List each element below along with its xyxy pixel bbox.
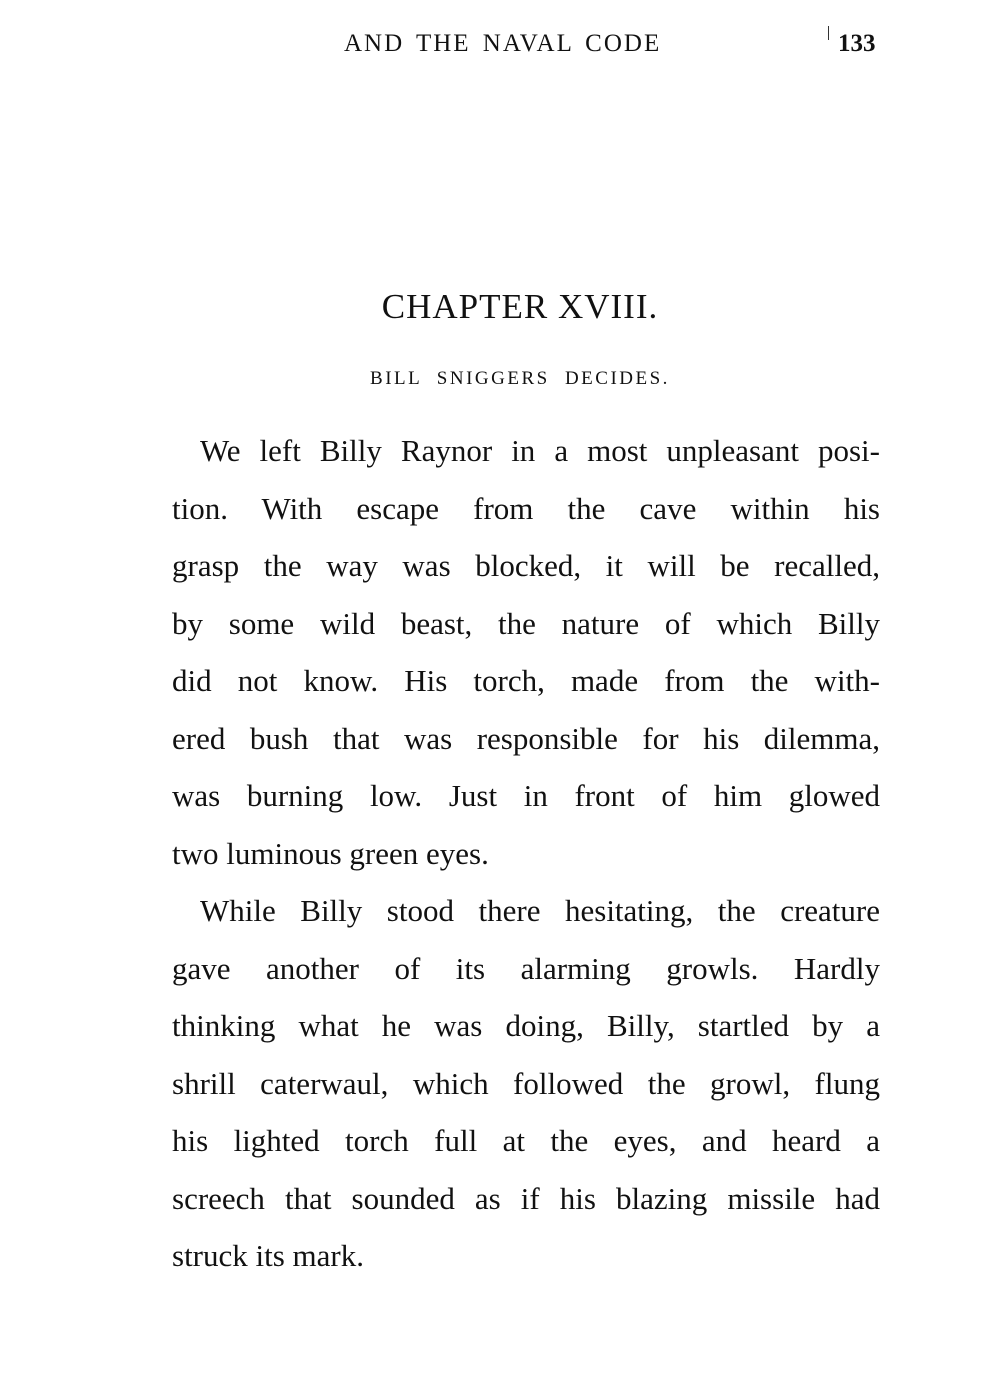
body-text — [172, 422, 880, 1285]
text-line: thinking what he was doing, Billy, startled by a — [172, 1008, 880, 1043]
stray-mark — [828, 26, 829, 40]
chapter-subtitle: BILL SNIGGERS DECIDES. — [370, 368, 670, 389]
text-line: struck its mark. — [172, 1238, 364, 1273]
text-line: was burning low. Just in front of him glowed — [172, 778, 880, 813]
chapter-title: CHAPTER XVIII. — [381, 287, 659, 326]
text-line: his lighted torch full at the eyes, and heard a — [172, 1123, 880, 1158]
text-line: screech that sounded as if his blazing missile had — [172, 1180, 880, 1216]
text-line: did not know. His torch, made from the with- — [172, 663, 880, 698]
page-number: 133 — [838, 30, 876, 57]
text-line: by some wild beast, the nature of which Billy — [172, 605, 880, 641]
text-line: two luminous green eyes. — [172, 835, 489, 871]
running-head: AND THE NAVAL CODE — [344, 30, 662, 57]
paragraph-2 — [172, 882, 880, 1285]
text-line: gave another of its alarming growls. Hardly — [172, 950, 880, 986]
text-line: tion. With escape from the cave within his — [172, 490, 880, 526]
paragraph-1 — [172, 422, 880, 882]
text-line: shrill caterwaul, which followed the growl, flung — [172, 1065, 880, 1101]
text-line: grasp the way was blocked, it will be recalled, — [172, 548, 880, 583]
text-line: We left Billy Raynor in a most unpleasant posi- — [200, 433, 880, 468]
text-line: While Billy stood there hesitating, the creature — [200, 893, 880, 928]
text-line: ered bush that was responsible for his dilemma, — [172, 720, 880, 756]
